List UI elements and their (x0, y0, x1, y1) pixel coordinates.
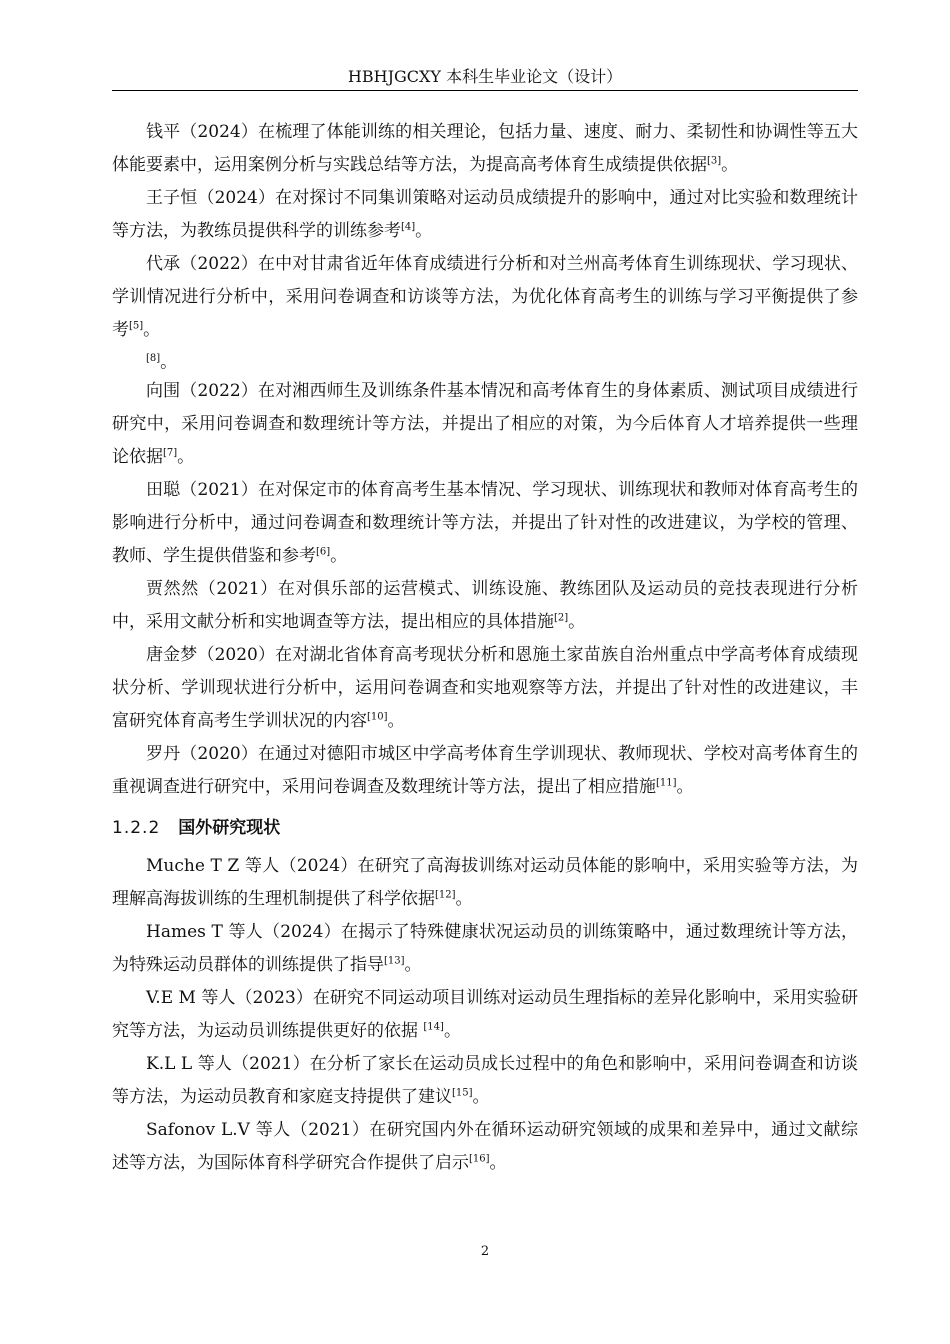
header-rule (112, 90, 858, 91)
citation-ref: [7] (163, 447, 178, 458)
paragraph-text: 王子恒（2024）在对探讨不同集训策略对运动员成绩提升的影响中，通过对比实验和数理统计等方法，为教练员提供科学的训练参考 (112, 188, 858, 241)
paragraph-text: 田聪（2021）在对保定市的体育高考生基本情况、学习现状、训练现状和教师对体育高考生的影响进行分析中，通过问卷调查和数理统计等方法，并提出了针对性的改进建议，为学校的管理、教师、学生提供借鉴和参考 (112, 479, 858, 566)
paragraph-text: 罗丹（2020）在通过对德阳市城区中学高考体育生学训现状、教师现状、学校对高考体育生的重视调查进行研究中，采用问卷调查及数理统计等方法，提出了相应措施 (112, 743, 858, 797)
page-number: 2 (480, 1244, 490, 1259)
paragraph-end: 。 (387, 710, 405, 731)
citation-ref: [12] (435, 889, 456, 900)
paragraph-end: 。 (472, 1086, 490, 1107)
paragraph-end: 。 (160, 352, 178, 373)
paragraph-hames (112, 916, 858, 982)
citation-ref: [2] (554, 612, 569, 623)
paragraph-wang-ziheng (112, 182, 858, 248)
page-body (112, 116, 858, 1180)
paragraph-text: 贾然然（2021）在对俱乐部的运营模式、训练设施、教练团队及运动员的竞技表现进行分析中，采用文献分析和实地调查等方法，提出相应的具体措施 (112, 578, 858, 632)
paragraph-end: 。 (568, 611, 586, 632)
paragraph-tian-cong (112, 474, 858, 573)
paragraph-safonov (112, 1114, 858, 1180)
paragraph-end: 。 (143, 320, 161, 340)
paragraph-end: 。 (721, 155, 739, 175)
paragraph-end: 。 (676, 776, 694, 797)
paragraph-luo-dan (112, 738, 858, 804)
paragraph-end: 。 (489, 1152, 507, 1173)
citation-ref: [16] (469, 1153, 490, 1164)
paragraph-vem (112, 982, 858, 1048)
section-heading (112, 810, 858, 846)
section-title: 国外研究现状 (178, 817, 281, 838)
paragraph-text: 唐金梦（2020）在对湖北省体育高考现状分析和恩施土家苗族自治州重点中学高考体育成绩现状分析、学训现状进行分析中，运用问卷调查和实地观察等方法，并提出了针对性的改进建议，丰富研究体育高考生学训状况的内容 (112, 644, 858, 731)
paragraph-jia-ranran (112, 573, 858, 639)
paragraph-qian-ping (112, 116, 858, 182)
citation-ref: [11] (656, 777, 677, 788)
citation-ref: [4] (401, 221, 416, 233)
citation-ref: [13] (384, 955, 405, 966)
citation-ref: [15] (452, 1087, 473, 1098)
paragraph-dai-cheng (112, 248, 858, 347)
page-header: HBHJGCXY 本科生毕业论文（设计） (347, 67, 623, 86)
orphan-citation-fragment (112, 347, 858, 375)
paragraph-end: 。 (415, 221, 433, 241)
paragraph-end: 。 (330, 545, 348, 566)
paragraph-text: K.L L 等人（2021）在分析了家长在运动员成长过程中的角色和影响中，采用问卷调查和访谈等方法，为运动员教育和家庭支持提供了建议 (112, 1053, 858, 1107)
paragraph-text: Safonov L.V 等人（2021）在研究国内外在循环运动研究领域的成果和差异中，通过文献综述等方法，为国际体育科学研究合作提供了启示 (112, 1119, 858, 1173)
paragraph-text: Hames T 等人（2024）在揭示了特殊健康状况运动员的训练策略中，通过数理统计等方法，为特殊运动员群体的训练提供了指导 (112, 921, 858, 975)
citation-ref: [6] (316, 546, 331, 557)
citation-ref: [10] (367, 711, 388, 722)
paragraph-tang-jinmeng (112, 639, 858, 738)
citation-ref: [5] (129, 320, 144, 332)
paragraph-text: V.E M 等人（2023）在研究不同运动项目训练对运动员生理指标的差异化影响中，采用实验研究等方法，为运动员训练提供更好的依据 (112, 987, 858, 1041)
citation-ref: [14] (423, 1021, 444, 1032)
paragraph-text: 向围（2022）在对湘西师生及训练条件基本情况和高考体育生的身体素质、测试项目成绩进行研究中，采用问卷调查和数理统计等方法，并提出了相应的对策，为今后体育人才培养提供一些理论依据 (112, 380, 858, 467)
paragraph-kll (112, 1048, 858, 1114)
citation-ref: [8] (146, 353, 161, 364)
citation-ref: [3] (707, 155, 722, 167)
paragraph-end: 。 (404, 954, 422, 975)
paragraph-end: 。 (177, 446, 195, 467)
paragraph-end: 。 (455, 888, 473, 909)
paragraph-end: 。 (443, 1020, 461, 1041)
paragraph-text: 代承（2022）在中对甘肃省近年体育成绩进行分析和对兰州高考体育生训练现状、学习现状、学训情况进行分析中，采用问卷调查和访谈等方法，为优化体育高考生的训练与学习平衡提供了参考 (112, 254, 858, 340)
paragraph-xiang-wei (112, 375, 858, 474)
paragraph-text: Muche T Z 等人（2024）在研究了高海拔训练对运动员体能的影响中，采用实验等方法，为理解高海拔训练的生理机制提供了科学依据 (112, 855, 858, 909)
paragraph-text: 钱平（2024）在梳理了体能训练的相关理论，包括力量、速度、耐力、柔韧性和协调性等五大体能要素中，运用案例分析与实践总结等方法，为提高高考体育生成绩提供依据 (112, 122, 858, 175)
paragraph-muche (112, 850, 858, 916)
section-number: 1.2.2 (112, 817, 161, 838)
